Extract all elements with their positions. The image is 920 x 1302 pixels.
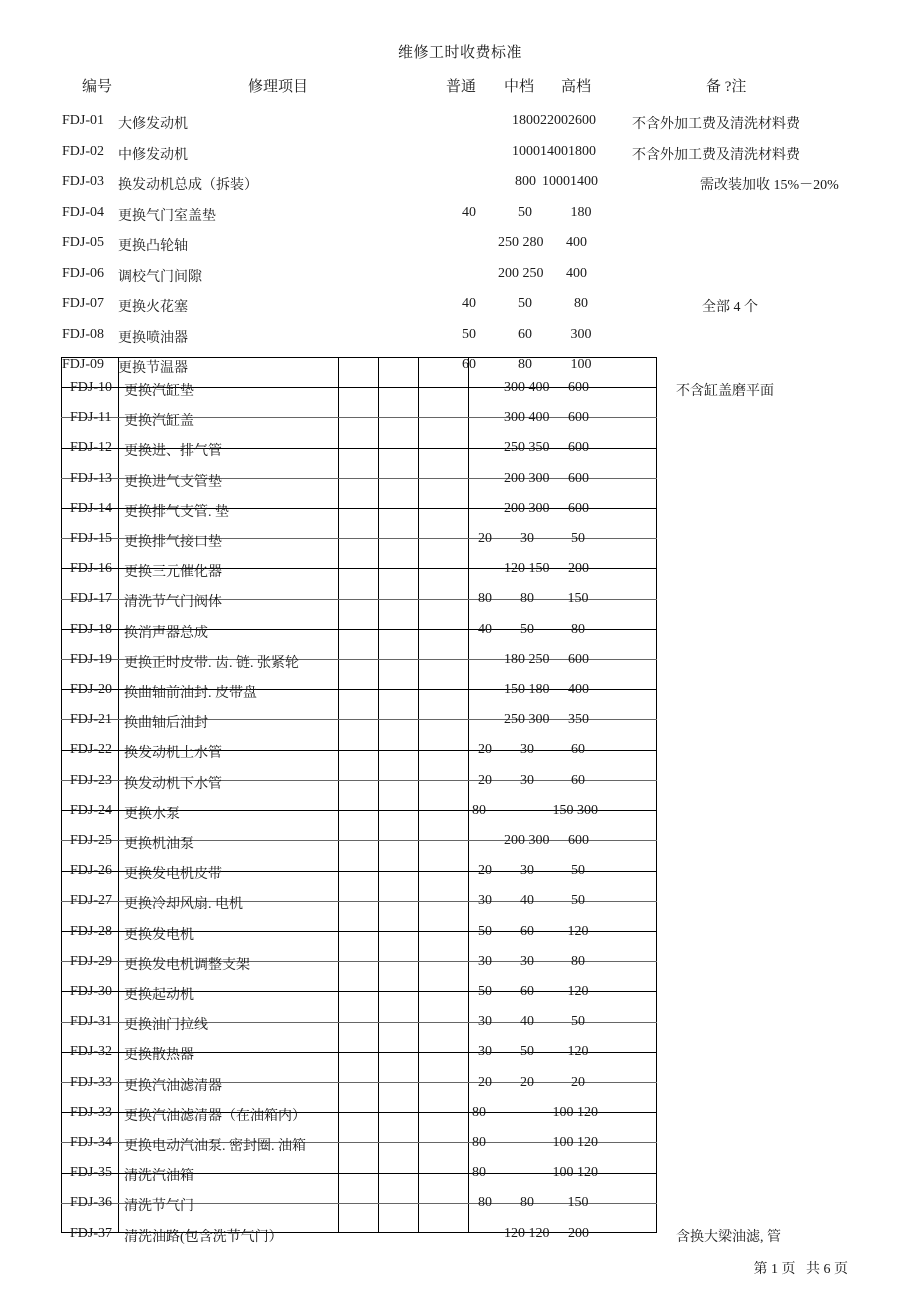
row-code: FDJ-13 <box>70 470 113 486</box>
row-code: FDJ-14 <box>70 500 113 516</box>
row-code: FDJ-31 <box>70 1014 113 1030</box>
row-code: FDJ-19 <box>70 651 113 667</box>
row-price-v3: 150 <box>567 591 589 607</box>
row-price-v3: 180 <box>570 204 592 220</box>
row-price-v3: 80 <box>571 621 585 637</box>
row-price-v2: 50 <box>520 621 534 637</box>
row-price-v2: 250 350 <box>504 440 550 456</box>
table-row <box>0 863 920 893</box>
row-item-name: 更换三元催化器 <box>124 565 222 581</box>
row-code: FDJ-37 <box>70 1225 113 1241</box>
row-item-name: 清洗油路(包含洗节气门） <box>124 1229 283 1245</box>
row-code: FDJ-03 <box>62 174 105 189</box>
table-row <box>0 652 920 682</box>
row-price-v2: 60 <box>520 923 534 939</box>
row-price-v2: 50 <box>520 1044 534 1060</box>
row-code: FDJ-09 <box>62 357 105 372</box>
row-price-v1: 30 <box>478 1014 492 1030</box>
row-price-v2: 250 280 <box>498 235 544 250</box>
row-price-v2: 60 <box>518 326 532 342</box>
row-price-v2: 200 300 <box>504 470 550 486</box>
row-item-name: 换消声器总成 <box>124 625 208 641</box>
row-price-v3: 600 <box>568 380 589 395</box>
row-price-v3: 100 120 <box>552 1135 598 1150</box>
header-mid: 中档 <box>504 79 535 95</box>
row-price-v3: 300 <box>570 326 592 342</box>
table-row <box>0 1135 920 1165</box>
row-price-v1: 20 <box>478 531 492 546</box>
table-row <box>0 1226 920 1256</box>
row-price-v3: 50 <box>571 893 585 909</box>
row-price-v1: 80 <box>472 1135 486 1150</box>
header-item: 修理项目 <box>248 79 309 95</box>
price-row <box>0 235 920 265</box>
row-item-name: 更换汽油滤清器 <box>124 1078 222 1094</box>
row-price-v1: 50 <box>462 326 476 342</box>
row-code: FDJ-25 <box>70 833 113 848</box>
row-code: FDJ-32 <box>70 1044 113 1060</box>
row-price-v3: 80 <box>571 953 585 969</box>
row-code: FDJ-26 <box>70 863 113 879</box>
row-item-name: 更换发电机皮带 <box>124 867 222 883</box>
row-item-name: 更换电动汽油泵. 密封圈. 油箱 <box>124 1139 306 1154</box>
table-row <box>0 1044 920 1074</box>
row-price-v3: 50 <box>571 531 585 546</box>
table-row <box>0 833 920 863</box>
row-item-name: 更换机油泵 <box>124 837 194 852</box>
row-code: FDJ-18 <box>70 621 113 637</box>
row-price-v2: 80 <box>518 357 532 372</box>
row-price-v1: 50 <box>478 923 492 939</box>
row-price-v3: 60 <box>571 742 585 758</box>
table-row <box>0 531 920 561</box>
row-item-name: 更换火花塞 <box>118 300 188 315</box>
row-price-v3: 50 <box>571 863 585 879</box>
row-price-v3: 180022002600 <box>512 113 596 128</box>
row-price-v3: 200 <box>568 1225 589 1241</box>
row-price-v3: 600 <box>568 470 589 486</box>
table-row <box>0 1195 920 1225</box>
row-price-v2: 800 <box>515 174 536 189</box>
row-code: FDJ-10 <box>70 380 113 395</box>
row-code: FDJ-07 <box>62 296 105 311</box>
row-price-v1: 80 <box>472 802 486 818</box>
row-code: FDJ-16 <box>70 561 113 577</box>
price-row <box>0 327 920 357</box>
row-code: FDJ-12 <box>70 440 113 456</box>
row-item-name: 清洗汽油箱 <box>124 1169 194 1185</box>
row-item-name: 更换发电机调整支架 <box>124 957 250 973</box>
row-price-v3: 50 <box>571 1014 585 1030</box>
row-remark: 需改装加收 15%－20% <box>700 178 839 193</box>
row-item-name: 更换凸轮轴 <box>118 239 188 254</box>
row-item-name: 更换汽油滤清器（在油箱内） <box>124 1108 306 1124</box>
row-code: FDJ-34 <box>70 1135 113 1150</box>
table-row <box>0 682 920 712</box>
row-price-v3: 350 <box>568 712 589 728</box>
table-row <box>0 1165 920 1195</box>
table-row <box>0 380 920 410</box>
row-item-name: 更换喷油器 <box>118 330 188 346</box>
row-price-v2: 30 <box>520 953 534 969</box>
header-high: 高档 <box>561 79 592 95</box>
row-item-name: 中修发动机 <box>118 147 188 163</box>
row-price-v1: 20 <box>478 772 492 788</box>
row-price-v2: 250 300 <box>504 712 550 728</box>
row-item-name: 更换发电机 <box>124 927 194 943</box>
row-price-v2: 200 250 <box>498 265 544 281</box>
row-price-v3: 120 <box>567 984 589 999</box>
row-price-v2: 30 <box>520 772 534 788</box>
row-price-v1: 20 <box>478 742 492 758</box>
table-row <box>0 984 920 1014</box>
price-row <box>0 174 920 204</box>
table-row <box>0 954 920 984</box>
row-price-v1: 20 <box>478 863 492 879</box>
row-code: FDJ-30 <box>70 984 113 999</box>
row-item-name: 更换散热器 <box>124 1048 194 1064</box>
row-price-v1: 30 <box>478 893 492 909</box>
header-normal: 普通 <box>446 79 477 95</box>
row-item-name: 更换冷却风扇. 电机 <box>124 897 243 913</box>
row-price-v2: 150 180 <box>504 682 550 697</box>
table-row <box>0 893 920 923</box>
page-footer: 第 1 页 共 6 页 <box>753 1262 848 1277</box>
row-code: FDJ-20 <box>70 682 113 697</box>
row-code: FDJ-22 <box>70 742 113 758</box>
row-remark: 含换大梁油滤, 管 <box>676 1229 781 1245</box>
row-remark: 不含外加工费及清洗材料费 <box>632 147 800 163</box>
row-price-v1: 80 <box>472 1104 486 1120</box>
row-price-v3: 600 <box>568 410 589 426</box>
row-price-v2: 40 <box>520 893 534 909</box>
row-code: FDJ-24 <box>70 802 113 818</box>
row-item-name: 更换水泵 <box>124 806 180 822</box>
row-item-name: 换曲轴前油封. 皮带盘 <box>124 686 257 701</box>
row-price-v2: 50 <box>518 296 532 311</box>
row-item-name: 更换进、排气管 <box>124 444 222 460</box>
row-price-v1: 80 <box>478 1195 492 1211</box>
row-code: FDJ-35 <box>70 1165 113 1181</box>
page-title: 维修工时收费标准 <box>397 45 522 61</box>
row-item-name: 更换进气支管垫 <box>124 474 222 490</box>
table-row <box>0 591 920 621</box>
row-item-name: 清洗节气门阀体 <box>124 595 222 611</box>
row-item-name: 换曲轴后油封 <box>124 716 208 732</box>
row-price-v1: 60 <box>462 357 476 372</box>
header-code: 编号 <box>82 79 113 95</box>
row-code: FDJ-06 <box>62 265 105 281</box>
row-price-v3: 100014001800 <box>512 143 596 159</box>
table-row <box>0 1105 920 1135</box>
row-code: FDJ-29 <box>70 953 113 969</box>
row-price-v3: 150 <box>567 1195 589 1211</box>
row-price-v2: 30 <box>520 531 534 546</box>
row-item-name: 换发动机上水管 <box>124 746 222 762</box>
row-code: FDJ-33 <box>70 1074 113 1090</box>
row-price-v3: 100 120 <box>552 1165 598 1181</box>
row-remark: 全部 4 个 <box>702 300 758 315</box>
table-row <box>0 622 920 652</box>
row-code: FDJ-01 <box>62 113 105 128</box>
row-code: FDJ-33 <box>70 1104 113 1120</box>
row-price-v2: 120 150 <box>504 561 550 577</box>
table-row <box>0 1075 920 1105</box>
row-item-name: 大修发动机 <box>118 117 188 132</box>
row-price-v3: 10001400 <box>542 174 598 189</box>
row-price-v2: 30 <box>520 863 534 879</box>
row-price-v2: 200 300 <box>504 833 550 848</box>
row-item-name: 更换正时皮带. 齿. 链. 张紧轮 <box>124 655 299 671</box>
row-item-name: 换发动机下水管 <box>124 776 222 792</box>
row-price-v3: 150 300 <box>552 802 598 818</box>
row-price-v3: 60 <box>571 772 585 788</box>
row-price-v3: 120 <box>567 923 589 939</box>
table-row <box>0 803 920 833</box>
row-item-name: 更换汽缸垫 <box>124 384 194 399</box>
row-code: FDJ-28 <box>70 923 113 939</box>
row-code: FDJ-36 <box>70 1195 113 1211</box>
row-price-v2: 40 <box>520 1014 534 1030</box>
row-price-v2: 120 120 <box>504 1225 550 1241</box>
row-code: FDJ-08 <box>62 326 105 342</box>
row-price-v2: 20 <box>520 1074 534 1090</box>
price-row <box>0 113 920 143</box>
row-price-v3: 600 <box>568 500 589 516</box>
row-item-name: 更换气门室盖垫 <box>118 208 216 224</box>
row-price-v3: 120 <box>567 1044 589 1060</box>
row-price-v1: 40 <box>478 621 492 637</box>
row-price-v2: 200 300 <box>504 500 550 516</box>
row-item-name: 更换油门拉线 <box>124 1018 208 1034</box>
row-price-v3: 600 <box>568 440 589 456</box>
table-row <box>0 561 920 591</box>
row-code: FDJ-17 <box>70 591 113 607</box>
row-code: FDJ-02 <box>62 143 105 159</box>
header-remark: 备 ?注 <box>706 79 747 95</box>
row-item-name: 清洗节气门 <box>124 1199 194 1215</box>
row-price-v3: 600 <box>568 833 589 848</box>
row-code: FDJ-11 <box>70 410 112 426</box>
row-item-name: 更换排气接口垫 <box>124 535 222 550</box>
table-row <box>0 501 920 531</box>
table-row <box>0 712 920 742</box>
row-remark: 不含外加工费及清洗材料费 <box>632 117 800 132</box>
table-row <box>0 924 920 954</box>
row-code: FDJ-23 <box>70 772 113 788</box>
row-price-v3: 400 <box>568 682 589 697</box>
row-price-v1: 50 <box>478 984 492 999</box>
row-item-name: 更换排气支管. 垫 <box>124 504 229 520</box>
table-row <box>0 1014 920 1044</box>
row-price-v3: 200 <box>568 561 589 577</box>
row-item-name: 换发动机总成（拆装） <box>118 178 258 193</box>
row-price-v2: 80 <box>520 591 534 607</box>
row-price-v3: 400 <box>566 265 587 281</box>
row-price-v1: 30 <box>478 953 492 969</box>
row-item-name: 调校气门间隙 <box>118 269 202 285</box>
row-price-v1: 40 <box>462 296 476 311</box>
table-row <box>0 410 920 440</box>
row-price-v2: 300 400 <box>504 380 550 395</box>
row-price-v2: 50 <box>518 204 532 220</box>
row-price-v1: 80 <box>478 591 492 607</box>
price-row <box>0 266 920 296</box>
row-price-v3: 20 <box>571 1074 585 1090</box>
row-price-v3: 100 <box>570 357 592 372</box>
row-price-v1: 30 <box>478 1044 492 1060</box>
row-code: FDJ-21 <box>70 712 113 728</box>
row-code: FDJ-15 <box>70 531 113 546</box>
row-item-name: 更换汽缸盖 <box>124 414 194 430</box>
table-row <box>0 773 920 803</box>
row-price-v2: 30 <box>520 742 534 758</box>
table-row <box>0 742 920 772</box>
price-row <box>0 205 920 235</box>
row-item-name: 更换节温器 <box>118 361 188 376</box>
row-price-v2: 80 <box>520 1195 534 1211</box>
row-code: FDJ-04 <box>62 204 105 220</box>
row-remark: 不含缸盖磨平面 <box>676 384 774 399</box>
row-price-v2: 180 250 <box>504 651 550 667</box>
row-price-v3: 400 <box>566 235 587 250</box>
price-row <box>0 296 920 326</box>
price-row <box>0 144 920 174</box>
row-price-v3: 100 120 <box>552 1104 598 1120</box>
table-row <box>0 440 920 470</box>
row-item-name: 更换起动机 <box>124 988 194 1003</box>
row-price-v3: 600 <box>568 651 589 667</box>
row-price-v1: 20 <box>478 1074 492 1090</box>
row-price-v3: 80 <box>574 296 588 311</box>
table-row <box>0 471 920 501</box>
row-code: FDJ-05 <box>62 235 105 250</box>
row-code: FDJ-27 <box>70 893 113 909</box>
row-price-v2: 300 400 <box>504 410 550 426</box>
row-price-v1: 80 <box>472 1165 486 1181</box>
row-price-v1: 40 <box>462 204 476 220</box>
row-price-v2: 60 <box>520 984 534 999</box>
